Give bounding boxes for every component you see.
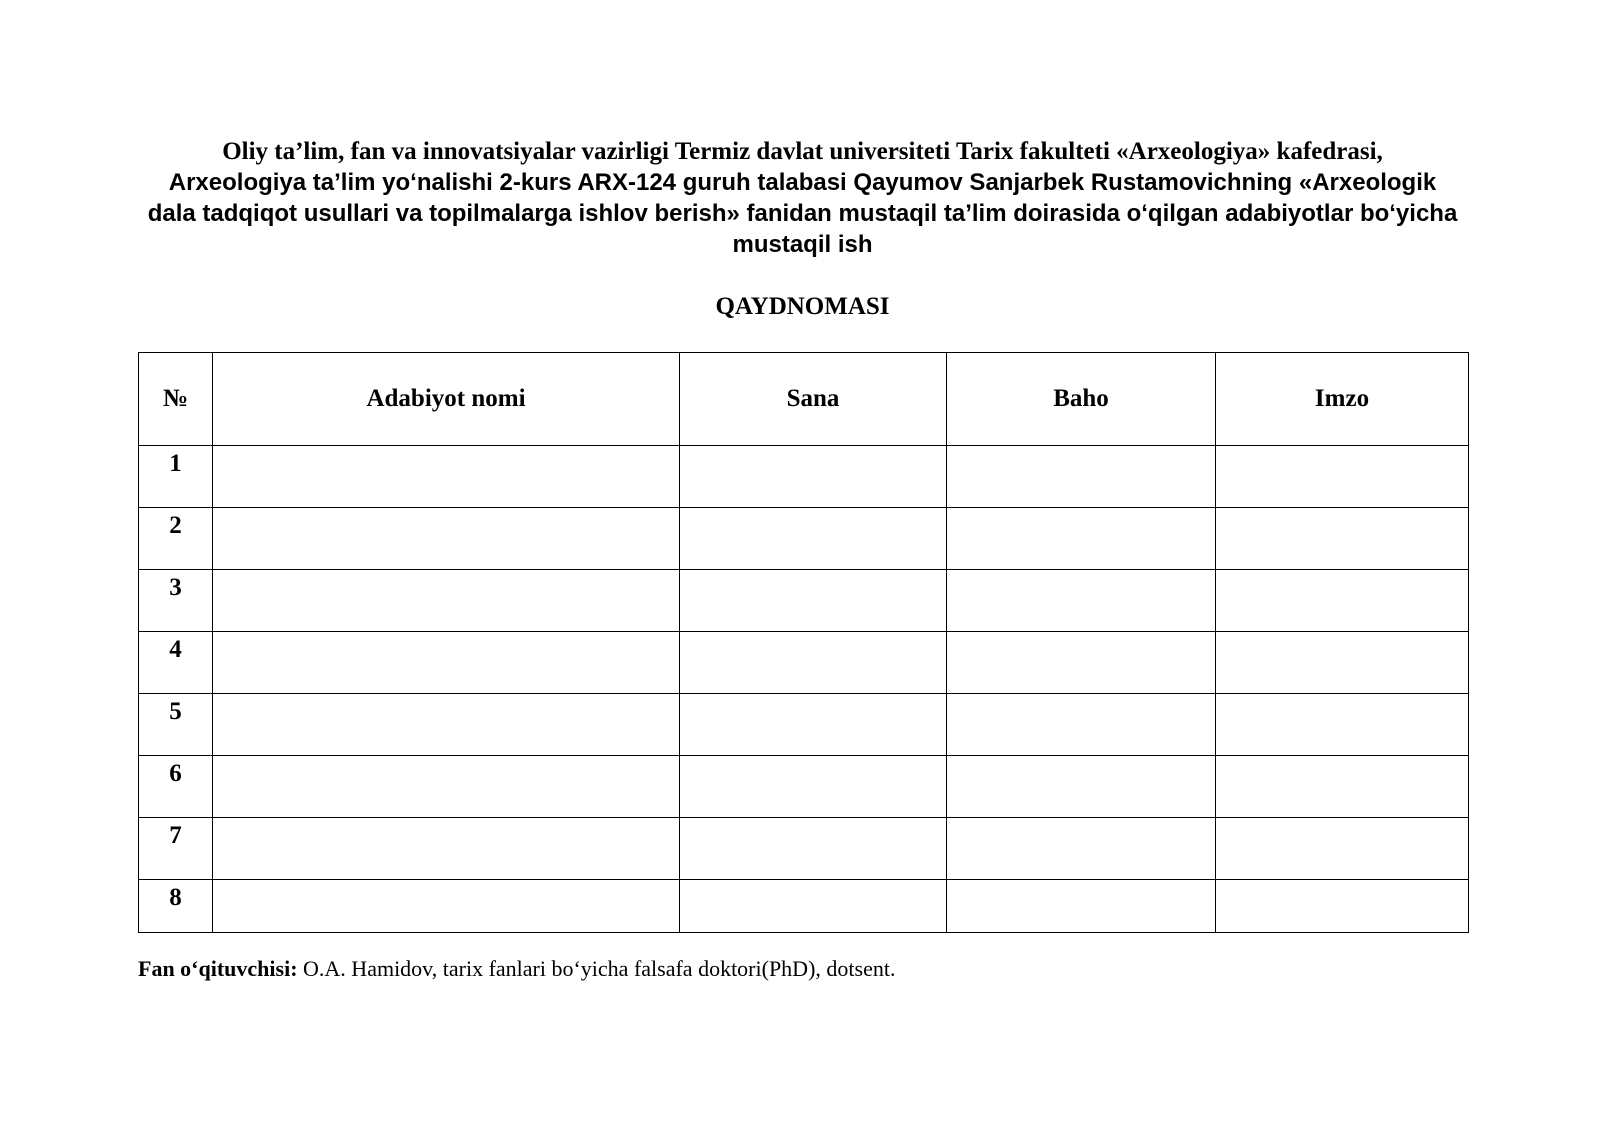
column-header-signature: Imzo <box>1216 353 1469 446</box>
cell-title <box>213 570 680 632</box>
cell-signature <box>1216 508 1469 570</box>
header-line-2: Arxeologiya ta’lim yo‘nalishi 2-kurs ARX-124 guruh talabasi Qayumov Sanjarbek Rustamovichning «Arxeologik <box>168 169 1437 196</box>
row-number: 1 <box>139 446 213 508</box>
row-number: 6 <box>139 756 213 818</box>
table-row <box>139 632 1469 694</box>
cell-title <box>213 632 680 694</box>
cell-title <box>213 508 680 570</box>
cell-grade <box>947 694 1216 756</box>
cell-signature <box>1216 818 1469 880</box>
table-row <box>139 818 1469 880</box>
cell-grade <box>947 632 1216 694</box>
cell-grade <box>947 756 1216 818</box>
teacher-details: O.A. Hamidov, tarix fanlari bo‘yicha falsafa doktori(PhD), dotsent. <box>297 956 896 981</box>
column-header-date: Sana <box>680 353 947 446</box>
table-row <box>139 756 1469 818</box>
cell-grade <box>947 570 1216 632</box>
cell-signature <box>1216 570 1469 632</box>
cell-signature <box>1216 446 1469 508</box>
cell-signature <box>1216 756 1469 818</box>
cell-date <box>680 818 947 880</box>
cell-title <box>213 446 680 508</box>
row-number: 3 <box>139 570 213 632</box>
cell-grade <box>947 508 1216 570</box>
teacher-info <box>138 956 895 982</box>
column-header-grade: Baho <box>947 353 1216 446</box>
cell-date <box>680 570 947 632</box>
teacher-label: Fan o‘qituvchisi: <box>138 956 298 981</box>
row-number: 5 <box>139 694 213 756</box>
row-number: 8 <box>139 880 213 933</box>
document-title: QAYDNOMASI <box>715 293 890 320</box>
cell-grade <box>947 446 1216 508</box>
cell-grade <box>947 818 1216 880</box>
header-line-4: mustaqil ish <box>732 231 873 258</box>
header-line-1: Oliy ta’lim, fan va innovatsiyalar vazirligi Termiz davlat universiteti Tarix fakulteti «Arxeologiya» kafedrasi, <box>222 138 1383 165</box>
table-row <box>139 570 1469 632</box>
cell-signature <box>1216 632 1469 694</box>
row-number: 2 <box>139 508 213 570</box>
document-page <box>138 136 1467 981</box>
column-header-number: № <box>139 353 213 446</box>
table-row <box>139 694 1469 756</box>
cell-signature <box>1216 880 1469 933</box>
cell-date <box>680 756 947 818</box>
table-row <box>139 880 1469 933</box>
document-header <box>138 136 1467 260</box>
cell-title <box>213 756 680 818</box>
column-header-title: Adabiyot nomi <box>213 353 680 446</box>
cell-date <box>680 694 947 756</box>
cell-grade <box>947 880 1216 933</box>
register-table <box>138 352 1469 933</box>
table-header-row <box>139 353 1469 446</box>
cell-title <box>213 880 680 933</box>
cell-title <box>213 694 680 756</box>
row-number: 4 <box>139 632 213 694</box>
cell-date <box>680 446 947 508</box>
table-row <box>139 508 1469 570</box>
cell-date <box>680 880 947 933</box>
cell-date <box>680 632 947 694</box>
header-line-3: dala tadqiqot usullari va topilmalarga ishlov berish» fanidan mustaqil ta’lim doirasida o‘qilgan adabiyotlar bo‘yicha <box>147 200 1458 227</box>
cell-date <box>680 508 947 570</box>
cell-title <box>213 818 680 880</box>
row-number: 7 <box>139 818 213 880</box>
table-row <box>139 446 1469 508</box>
cell-signature <box>1216 694 1469 756</box>
